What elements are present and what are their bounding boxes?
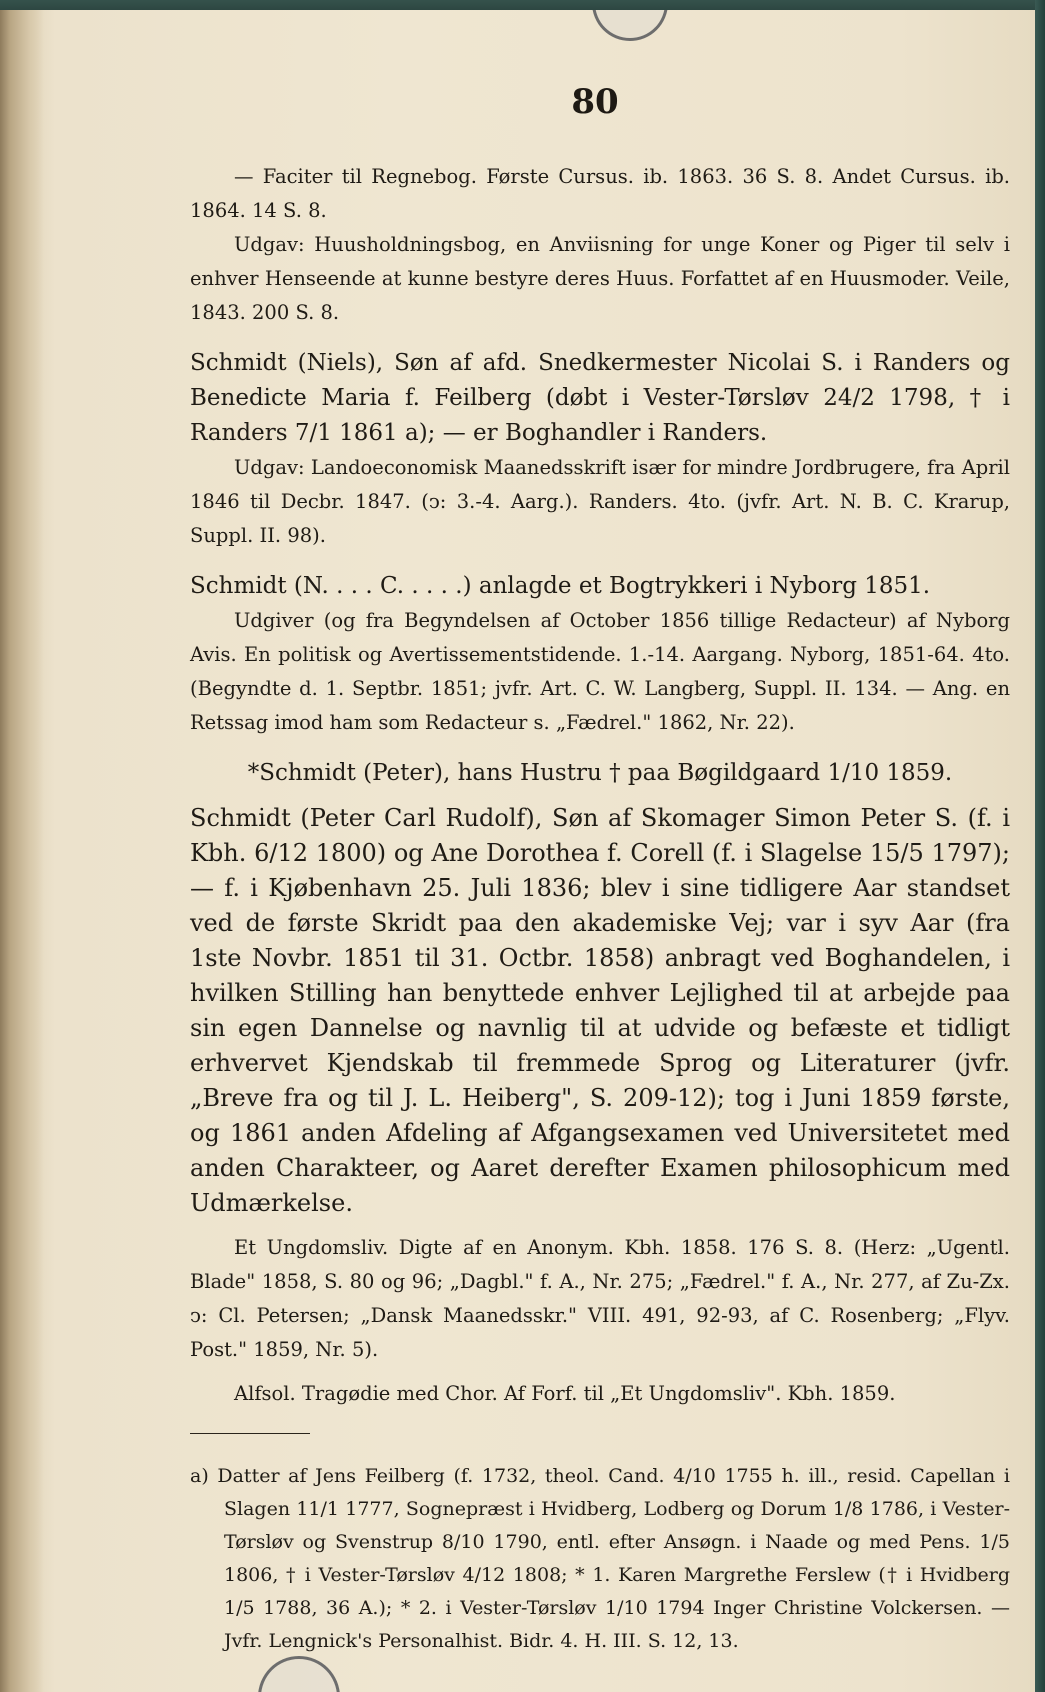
book-cover-edge-right [1035,0,1045,1692]
entry-schmidt-n-c: Schmidt (N. . . . C. . . . .) anlagde et Bogtrykkeri i Nyborg 1851. [190,573,931,599]
paragraph-alfsol: Alfsol. Tragødie med Chor. Af Forf. til „Et Ungdomsliv". Kbh. 1859. [234,1382,896,1405]
entry-schmidt-peter-carl-rudolf: Schmidt (Peter Carl Rudolf), Søn af Skomager Simon Peter S. (f. i Kbh. 6/12 1800) og Ane Dorothea f. Corell (f. i Slagelse 15/5 1797); — f. i Kjøbenhavn 25. Juli 1836; blev i sine tidligere Aar standset ved de første Skridt paa den akademiske Vej; var i syv Aar (fra 1ste Novbr. 1851 til 31. Octbr. 1858) anbragt ved Boghandelen, i hvilken Stilling han benyttede enhver Lejlighed til at arbejde paa sin egen Dannelse og navnlig til at udvide og befæste et tidligt erhvervet Kjendskab til fremmede Sprog og Literaturer (jvfr. „Breve fra og til J. L. Heiberg", S. 209-12); tog i Juni 1859 første, og 1861 anden Afdeling af Afgangsexamen ved Universitetet med anden Charakteer, og Aaret derefter Examen philosophicum med Udmærkelse. [190,804,1010,1217]
page-text [190,160,1010,1658]
footnote-a: a) Datter af Jens Feilberg (f. 1732, theol. Cand. 4/10 1755 h. ill., resid. Capellan i Slagen 11/1 1777, Sognepræst i Hvidberg, Lodberg og Dorum 1/8 1786, i Vester-Tørsløv og Svenstrup 8/10 1790, entl. efter Ansøgn. i Naade og med Pens. 1/5 1806, † i Vester-Tørsløv 4/12 1808; * 1. Karen Margrethe Ferslew († i Hvidberg 1/5 1788, 36 A.); * 2. i Vester-Tørsløv 1/10 1794 Inger Christine Volckersen. — Jvfr. Lengnick's Personalhist. Bidr. 4. H. III. S. 12, 13. [190,1465,1010,1652]
page-gutter-shadow [0,10,44,1692]
paragraph-nyborg-avis: Udgiver (og fra Begyndelsen af October 1856 tillige Redacteur) af Nyborg Avis. En politisk og Avertissementstidende. 1.-14. Aargang. Nyborg, 1851-64. 4to. (Begyndte d. 1. Septbr. 1851; jvfr. Art. C. W. Langberg, Suppl. II. 134. — Ang. en Retssag imod ham som Redacteur s. „Fædrel." 1862, Nr. 22). [190,609,1010,734]
paragraph-huusholdningsbog: Udgav: Huusholdningsbog, en Anviisning for unge Koner og Piger til selv i enhver Henseende at kunne bestyre deres Huus. Forfattet af en Huusmoder. Veile, 1843. 200 S. 8. [190,233,1010,324]
binding-ring-bottom [258,1656,340,1692]
binding-ring-top [592,10,668,41]
entry-schmidt-niels: Schmidt (Niels), Søn af afd. Snedkermester Nicolai S. i Randers og Benedicte Maria f. Feilberg (døbt i Vester-Tørsløv 24/2 1798, † i Randers 7/1 1861 a); — er Boghandler i Randers. [190,350,1010,446]
footnote-divider [190,1433,310,1434]
entry-schmidt-peter: *Schmidt (Peter), hans Hustru † paa Bøgildgaard 1/10 1859. [247,760,953,786]
paragraph-faciter: — Faciter til Regnebog. Første Cursus. ib. 1863. 36 S. 8. Andet Cursus. ib. 1864. 14 S. 8. [190,165,1010,222]
page-number: 80 [571,82,619,122]
book-page [0,10,1035,1692]
paragraph-ungdomsliv: Et Ungdomsliv. Digte af en Anonym. Kbh. 1858. 176 S. 8. (Herz: „Ugentl. Blade" 1858, S. 80 og 96; „Dagbl." f. A., Nr. 275; „Fædrel." f. A., Nr. 277, af Zu-Zx. ↄ: Cl. Petersen; „Dansk Maanedsskr." VIII. 491, 92-93, af C. Rosenberg; „Flyv. Post." 1859, Nr. 5). [190,1236,1010,1361]
paragraph-landoeconomisk: Udgav: Landoeconomisk Maanedsskrift især for mindre Jordbrugere, fra April 1846 til Decbr. 1847. (ↄ: 3.-4. Aarg.). Randers. 4to. (jvfr. Art. N. B. C. Krarup, Suppl. II. 98). [190,456,1010,547]
